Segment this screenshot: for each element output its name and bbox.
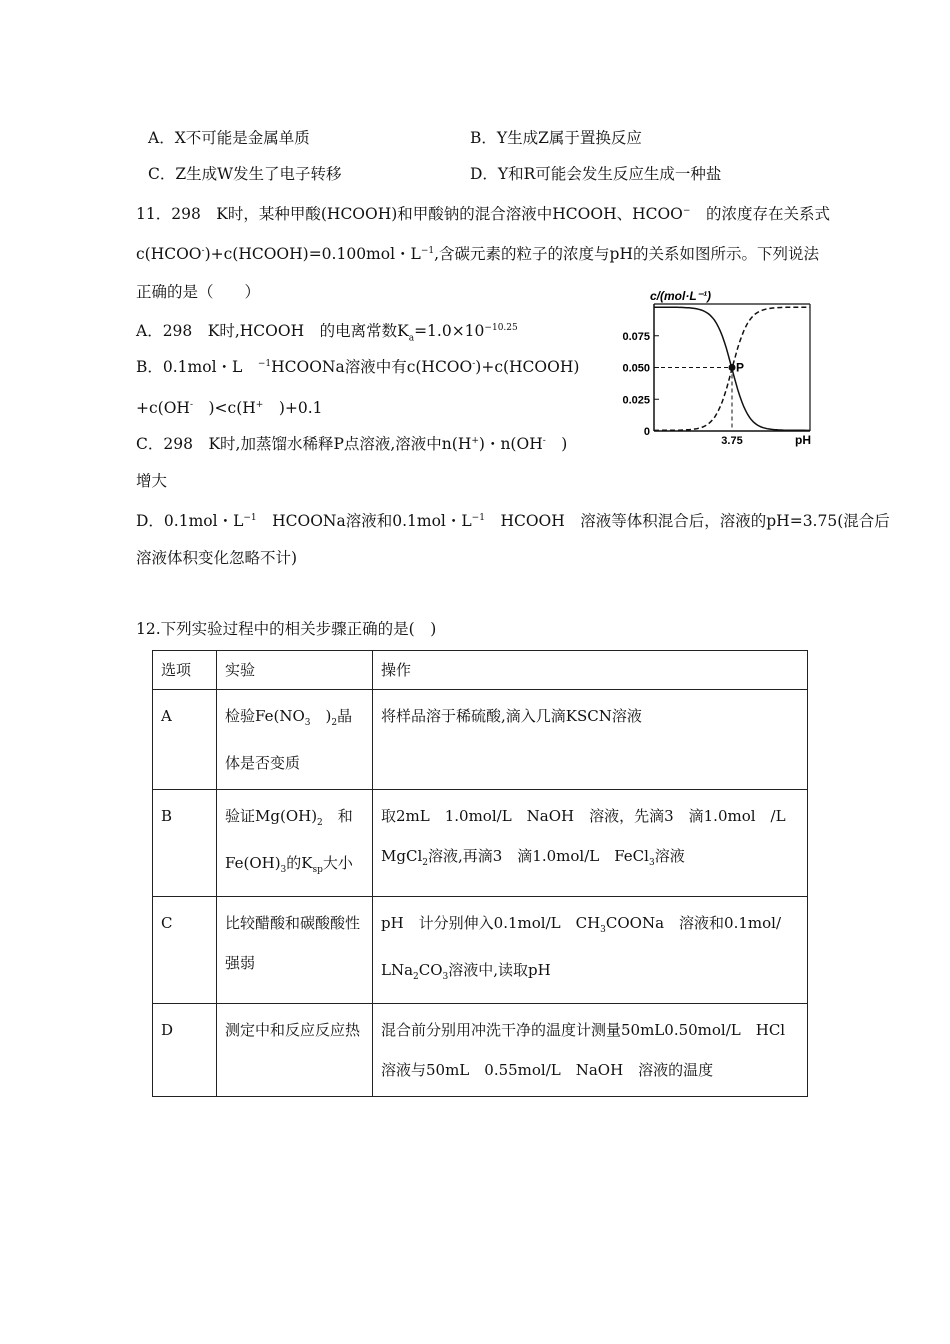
- q12-stem: 12.下列实验过程中的相关步骤正确的是( ): [136, 620, 437, 638]
- row-b-experiment: 验证$Mg(OH)_2$ 和$Fe(OH)_3$的$K_{sp}$大小: [217, 790, 373, 897]
- point-p-marker: [729, 364, 736, 371]
- q11-option-d-cont: 溶液体积变化忽略不计): [136, 549, 298, 567]
- row-c-experiment: 比较醋酸和碳酸酸性强弱: [217, 897, 373, 1004]
- y-tick-label: 0: [643, 426, 650, 438]
- q11-stem-line1: 11．298 K时，某种甲酸(HCOOH)和甲酸钠的混合溶液中HCOOH、HCOO− 的浓度存在关系式: [136, 205, 830, 224]
- header-experiment: 实验: [217, 651, 373, 690]
- table-row: [153, 897, 808, 1004]
- experiment-table: [152, 650, 808, 1097]
- table-row: [153, 1004, 808, 1097]
- chart-xlabel: pH: [795, 433, 811, 447]
- q10-option-d: D．Y和R可能会发生反应生成一种盐: [470, 165, 722, 183]
- row-c-option: C: [153, 897, 217, 1004]
- concentration-ph-chart: [612, 284, 817, 452]
- row-d-option: D: [153, 1004, 217, 1097]
- row-c-operation: pH 计分别伸入0.1mol/L $CH_3COONa$ 溶液和0.1mol/ $LNa_2CO_3$溶液中,读取pH: [373, 897, 808, 1004]
- chart-ylabel: c/(mol·L⁻¹): [650, 289, 711, 303]
- y-tick-label: 0.075: [622, 330, 650, 343]
- header-operation: 操作: [373, 651, 808, 690]
- row-b-operation: 取2mL 1.0mol/L NaOH 溶液，先滴3 滴1.0mol /L MgCl$_2$溶液,再滴3 滴1.0mol/L FeCl$_3$溶液: [373, 790, 808, 897]
- row-a-option: A: [153, 690, 217, 790]
- q11-option-b: B．0.1mol・L $^{-1}$HCOONa溶液中有c(HCOO-)+c(HCOOH): [136, 358, 580, 377]
- x-tick-label-3.75: 3.75: [721, 435, 743, 447]
- row-a-experiment: 检验$Fe(NO_3$ )$_2$晶体是否变质: [217, 690, 373, 790]
- q11-stem-line2: c(HCOO-)+c(HCOOH)=0.100mol・$L^{-1}$,含碳元素的粒子的浓度与pH的关系如图所示。下列说法: [136, 245, 819, 264]
- header-option: 选项: [153, 651, 217, 690]
- row-a-operation: 将样品溶于稀硫酸,滴入几滴KSCN溶液: [373, 690, 808, 790]
- q10-option-b: B．Y生成Z属于置换反应: [470, 129, 642, 147]
- table-row: [153, 790, 808, 897]
- y-tick-label: 0.050: [622, 362, 650, 375]
- q11-option-b-cont: +c(OH- )<c(H+ )+0.1: [136, 399, 323, 418]
- row-b-option: B: [153, 790, 217, 897]
- table-row: [153, 690, 808, 790]
- row-d-experiment: 测定中和反应反应热: [217, 1004, 373, 1097]
- q11-option-c-cont: 增大: [136, 472, 168, 490]
- q11-option-d: D．0.1mol・$L^{-1}$ HCOONa溶液和0.1mol・$L^{-1}$ HCOOH 溶液等体积混合后，溶液的pH=3.75(混合后: [136, 512, 890, 531]
- table-header-row: [153, 651, 808, 690]
- y-tick-label: 0.025: [622, 394, 650, 407]
- row-d-operation: 混合前分别用冲洗干净的温度计测量50mL0.50mol/L HCl溶液与50mL 0.55mol/L NaOH 溶液的温度: [373, 1004, 808, 1097]
- q10-option-a: A．X不可能是金属单质: [148, 129, 310, 147]
- point-p-label: P: [736, 360, 745, 375]
- q10-option-c: C．Z生成W发生了电子转移: [148, 165, 342, 183]
- q11-option-c: C．298 K时,加蒸馏水稀释P点溶液,溶液中n(H+)・n(OH- ): [136, 435, 568, 454]
- q11-stem-line3: 正确的是（ ）: [136, 283, 261, 301]
- q11-option-a: A．298 K时,HCOOH 的电离常数$K_a=1.0\times 10^{-10.25}$: [136, 322, 518, 344]
